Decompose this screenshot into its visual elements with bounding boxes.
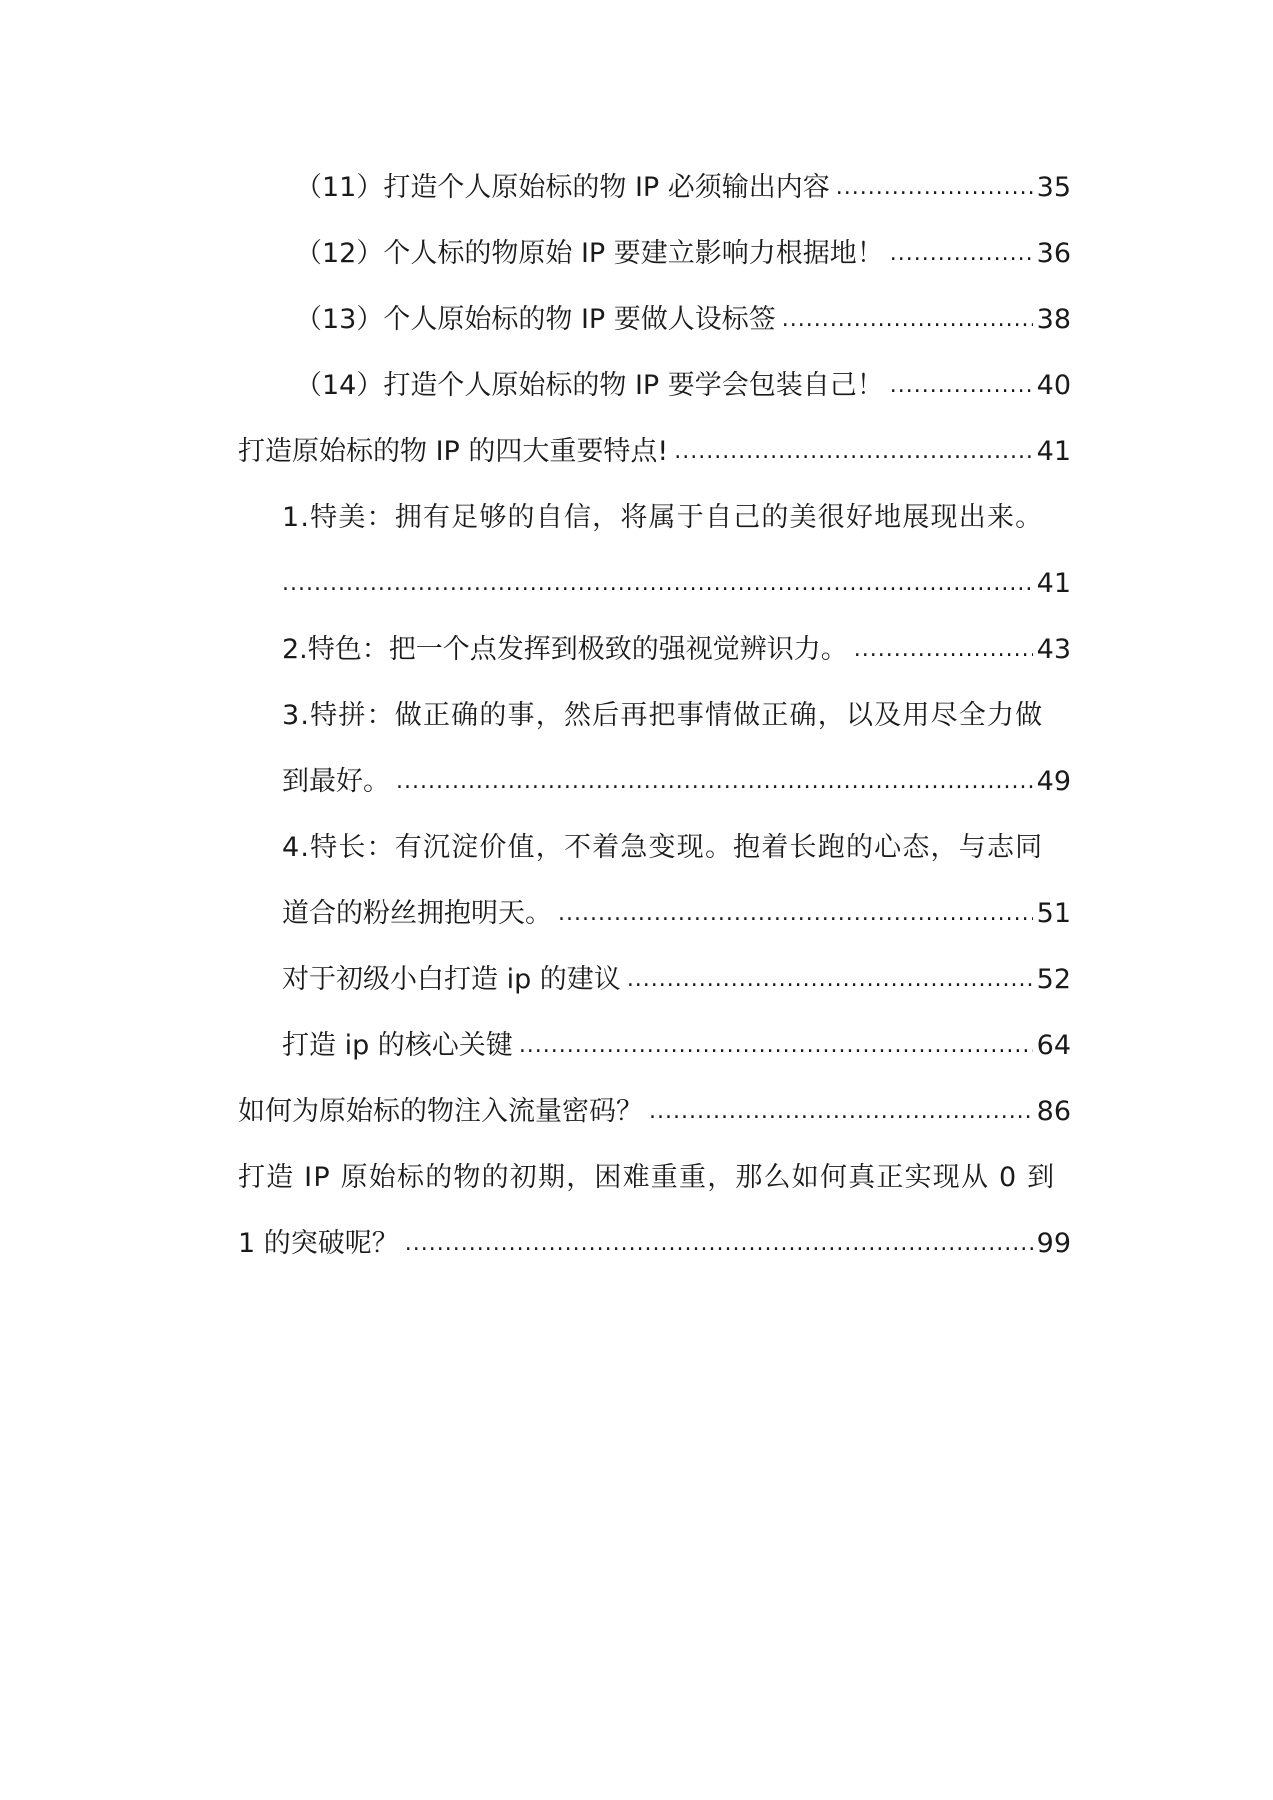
toc-entry-title: （13）个人原始标的物 IP 要做人设标签 [295, 304, 776, 335]
toc-entry[interactable] [238, 1224, 1071, 1264]
toc-entry[interactable] [295, 300, 1071, 340]
toc-entry-title-line[interactable]: 1.特美：拥有足够的自信，将属于自己的美很好地展现出来。 [282, 502, 1044, 533]
toc-entry-title: 打造 ip 的核心关键 [282, 1030, 513, 1061]
toc-entry-title: 如何为原始标的物注入流量密码？ [238, 1096, 643, 1127]
toc-entry[interactable] [282, 1026, 1071, 1066]
toc-entry-title: （12）个人标的物原始 IP 要建立影响力根据地！ [295, 238, 884, 269]
toc-page-number: 64 [1036, 1030, 1071, 1061]
toc-entry[interactable] [295, 234, 1071, 274]
toc-entry-title: 道合的粉丝拥抱明天。 [282, 898, 552, 929]
toc-entry[interactable] [295, 168, 1071, 208]
toc-page-number: 41 [1036, 568, 1071, 599]
toc-page-number: 36 [1036, 238, 1071, 269]
toc-page-number: 52 [1036, 964, 1071, 995]
toc-entry-title-line[interactable]: 4.特长：有沉淀价值，不着急变现。抱着长跑的心态，与志同 [282, 832, 1044, 863]
toc-entry[interactable] [282, 894, 1071, 934]
toc-entry-title: 2.特色：把一个点发挥到极致的强视觉辨识力。 [282, 634, 848, 665]
toc-leader-dots [674, 432, 1032, 472]
toc-entry[interactable] [282, 960, 1071, 1000]
toc-entry-title: 1 的突破呢？ [238, 1228, 399, 1259]
toc-leader-dots [890, 366, 1033, 406]
toc-entry-title: 到最好。 [282, 766, 390, 797]
toc-entry[interactable] [238, 1092, 1071, 1132]
toc-page-number: 49 [1036, 766, 1071, 797]
toc-page-number: 38 [1036, 304, 1071, 335]
toc-entry-title: 对于初级小白打造 ip 的建议 [282, 964, 621, 995]
toc-entry-title: （11）打造个人原始标的物 IP 必须输出内容 [295, 172, 830, 203]
toc-entry[interactable] [282, 762, 1071, 802]
toc-leader-dots [890, 234, 1033, 274]
toc-entry[interactable] [238, 432, 1071, 472]
toc-entry[interactable] [282, 630, 1071, 670]
toc-leader-dots [836, 168, 1033, 208]
toc-leader-dots [396, 762, 1033, 802]
toc-entry[interactable] [282, 564, 1071, 604]
toc-leader-dots [649, 1092, 1033, 1132]
toc-leader-dots [558, 894, 1033, 934]
toc-page-number: 35 [1036, 172, 1071, 203]
toc-leader-dots [782, 300, 1033, 340]
toc-page-number: 51 [1036, 898, 1071, 929]
toc-page-number: 99 [1036, 1228, 1071, 1259]
toc-leader-dots [854, 630, 1033, 670]
toc-page-number: 40 [1036, 370, 1071, 401]
toc-entry[interactable] [295, 366, 1071, 406]
toc-entry-title-line[interactable]: 3.特拼：做正确的事，然后再把事情做正确，以及用尽全力做 [282, 700, 1044, 731]
toc-page-number: 43 [1036, 634, 1071, 665]
toc-entry-title-line[interactable]: 打造 IP 原始标的物的初期，困难重重，那么如何真正实现从 0 到 [238, 1162, 1056, 1193]
toc-page-number: 86 [1036, 1096, 1071, 1127]
toc-leader-dots [627, 960, 1033, 1000]
toc-entry-title: （14）打造个人原始标的物 IP 要学会包装自己！ [295, 370, 884, 401]
toc-leader-dots [405, 1224, 1033, 1264]
toc-leader-dots [282, 564, 1033, 604]
toc-leader-dots [519, 1026, 1033, 1066]
toc-entry-title: 打造原始标的物 IP 的四大重要特点! [238, 436, 669, 467]
toc-page-number: 41 [1036, 436, 1071, 467]
